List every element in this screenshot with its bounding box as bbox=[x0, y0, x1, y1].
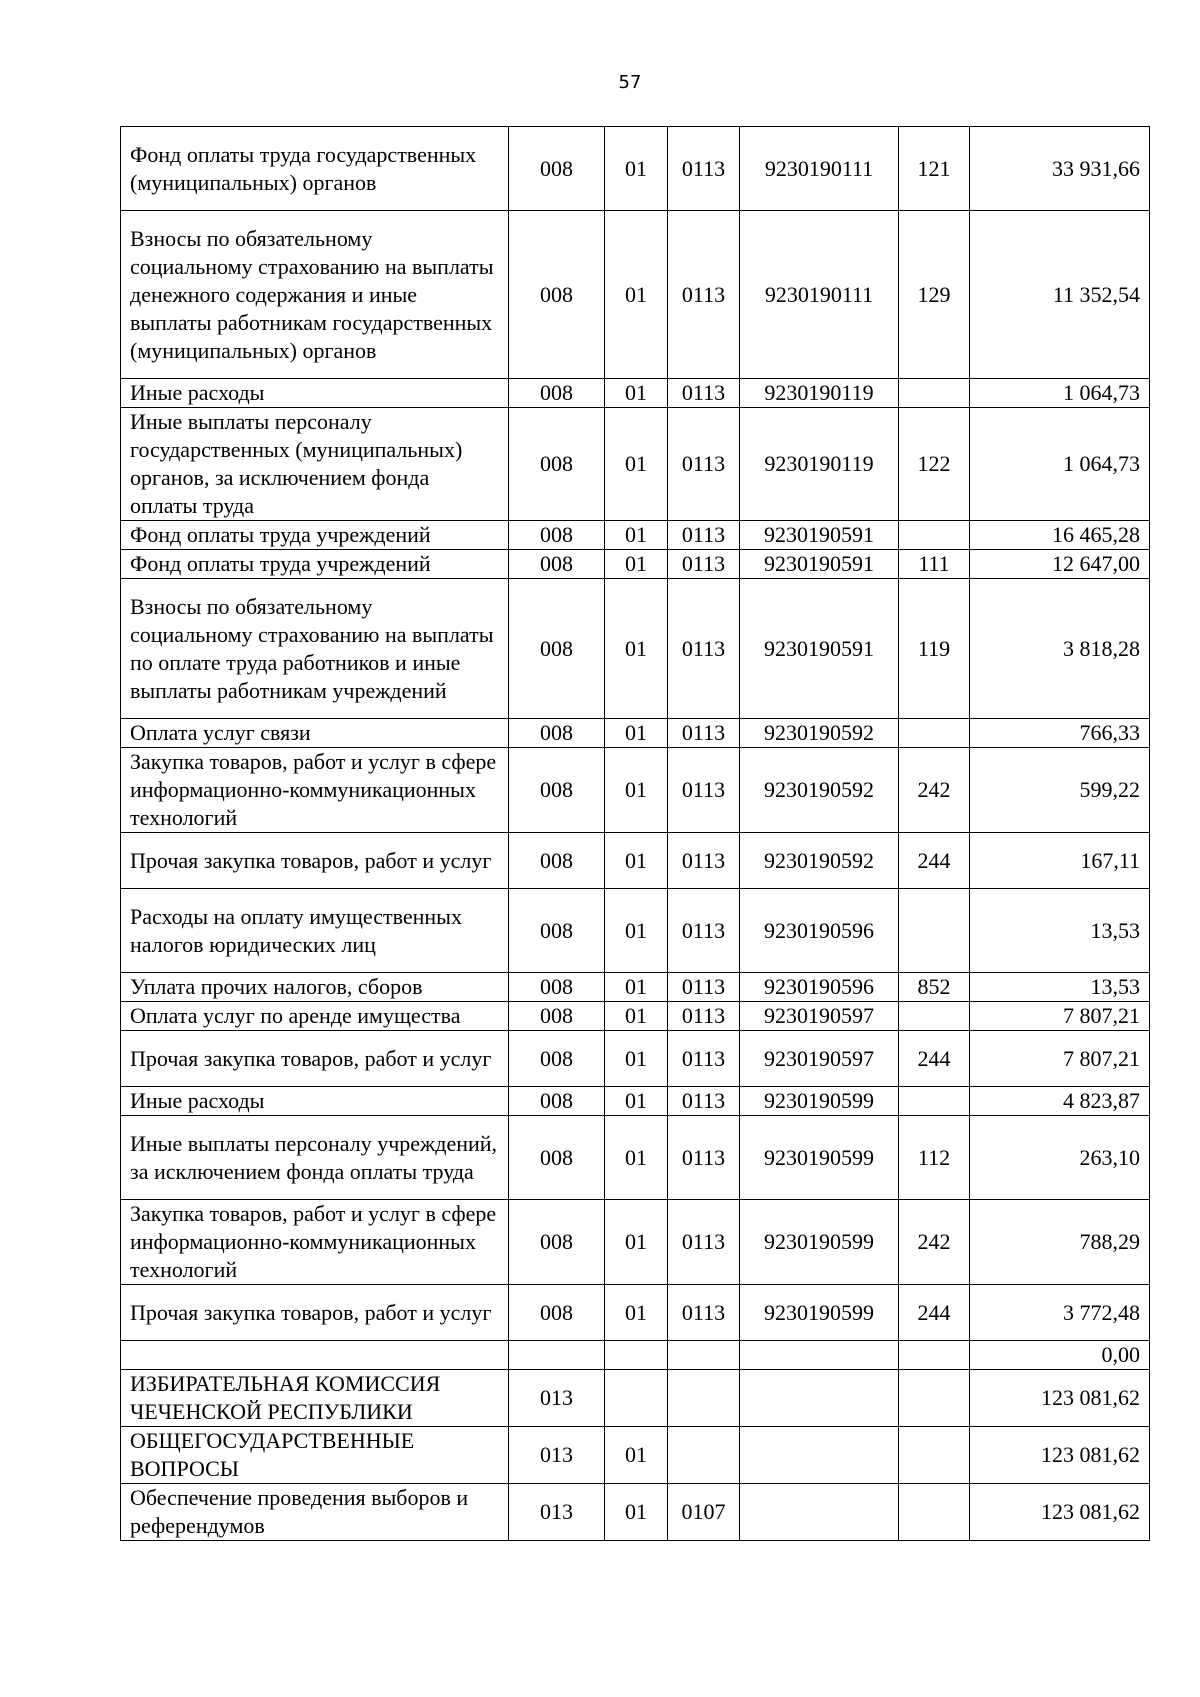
row-sum: 0,00 bbox=[970, 1341, 1150, 1370]
row-ved: 008 bbox=[509, 889, 605, 973]
row-csr: 9230190591 bbox=[740, 521, 899, 550]
row-rz bbox=[605, 1341, 668, 1370]
row-ved: 013 bbox=[509, 1427, 605, 1484]
row-pr: 0113 bbox=[668, 748, 740, 833]
row-rz: 01 bbox=[605, 1484, 668, 1541]
row-ved: 008 bbox=[509, 1116, 605, 1200]
row-ved: 008 bbox=[509, 579, 605, 719]
row-csr: 9230190599 bbox=[740, 1200, 899, 1285]
row-csr: 9230190599 bbox=[740, 1116, 899, 1200]
row-csr bbox=[740, 1484, 899, 1541]
row-ved: 008 bbox=[509, 211, 605, 379]
row-pr bbox=[668, 1370, 740, 1427]
table-row bbox=[121, 889, 1150, 973]
table-row bbox=[121, 1427, 1150, 1484]
row-pr: 0113 bbox=[668, 1285, 740, 1341]
row-name: Иные расходы bbox=[121, 1087, 509, 1116]
table-row bbox=[121, 1370, 1150, 1427]
row-sum: 4 823,87 bbox=[970, 1087, 1150, 1116]
row-sum: 7 807,21 bbox=[970, 1031, 1150, 1087]
row-name: Оплата услуг по аренде имущества bbox=[121, 1002, 509, 1031]
row-csr: 9230190596 bbox=[740, 889, 899, 973]
row-sum: 13,53 bbox=[970, 973, 1150, 1002]
row-pr: 0113 bbox=[668, 1116, 740, 1200]
row-vr: 852 bbox=[899, 973, 970, 1002]
table-row bbox=[121, 833, 1150, 889]
row-name: Фонд оплаты труда учреждений bbox=[121, 550, 509, 579]
table-row bbox=[121, 719, 1150, 748]
row-pr: 0113 bbox=[668, 379, 740, 408]
row-pr: 0113 bbox=[668, 408, 740, 521]
row-ved: 008 bbox=[509, 550, 605, 579]
row-name: Иные выплаты персоналу государственных (муниципальных) органов, за исключением фонда оплаты труда bbox=[121, 408, 509, 521]
table-row bbox=[121, 1031, 1150, 1087]
row-vr: 244 bbox=[899, 1285, 970, 1341]
table-row bbox=[121, 550, 1150, 579]
page-number: 57 bbox=[618, 72, 642, 93]
row-rz: 01 bbox=[605, 379, 668, 408]
row-rz: 01 bbox=[605, 889, 668, 973]
row-pr: 0113 bbox=[668, 973, 740, 1002]
row-csr bbox=[740, 1370, 899, 1427]
row-vr bbox=[899, 889, 970, 973]
row-vr: 112 bbox=[899, 1116, 970, 1200]
table-row bbox=[121, 748, 1150, 833]
row-csr: 9230190119 bbox=[740, 379, 899, 408]
row-pr: 0113 bbox=[668, 719, 740, 748]
row-rz: 01 bbox=[605, 521, 668, 550]
row-sum: 12 647,00 bbox=[970, 550, 1150, 579]
row-ved: 013 bbox=[509, 1484, 605, 1541]
row-pr bbox=[668, 1341, 740, 1370]
row-rz: 01 bbox=[605, 127, 668, 211]
row-name: ОБЩЕГОСУДАРСТВЕННЫЕ ВОПРОСЫ bbox=[121, 1427, 509, 1484]
row-name bbox=[121, 1341, 509, 1370]
row-csr: 9230190111 bbox=[740, 127, 899, 211]
row-ved: 008 bbox=[509, 748, 605, 833]
table-row bbox=[121, 408, 1150, 521]
row-pr: 0113 bbox=[668, 550, 740, 579]
row-vr bbox=[899, 1484, 970, 1541]
row-name: Прочая закупка товаров, работ и услуг bbox=[121, 1285, 509, 1341]
row-sum: 1 064,73 bbox=[970, 379, 1150, 408]
row-rz: 01 bbox=[605, 719, 668, 748]
row-sum: 123 081,62 bbox=[970, 1427, 1150, 1484]
row-vr: 242 bbox=[899, 748, 970, 833]
row-name: Обеспечение проведения выборов и референдумов bbox=[121, 1484, 509, 1541]
row-csr: 9230190119 bbox=[740, 408, 899, 521]
row-ved: 008 bbox=[509, 408, 605, 521]
row-sum: 3 818,28 bbox=[970, 579, 1150, 719]
table-row bbox=[121, 211, 1150, 379]
row-ved: 008 bbox=[509, 833, 605, 889]
table-row bbox=[121, 1484, 1150, 1541]
row-ved: 008 bbox=[509, 127, 605, 211]
row-csr: 9230190111 bbox=[740, 211, 899, 379]
table-row bbox=[121, 1285, 1150, 1341]
row-ved: 008 bbox=[509, 1087, 605, 1116]
row-name: Фонд оплаты труда учреждений bbox=[121, 521, 509, 550]
row-ved: 008 bbox=[509, 521, 605, 550]
row-vr bbox=[899, 1427, 970, 1484]
row-rz: 01 bbox=[605, 1002, 668, 1031]
row-sum: 16 465,28 bbox=[970, 521, 1150, 550]
row-sum: 11 352,54 bbox=[970, 211, 1150, 379]
row-ved: 008 bbox=[509, 1285, 605, 1341]
row-ved: 008 bbox=[509, 1002, 605, 1031]
row-name: Закупка товаров, работ и услуг в сфере информационно-коммуникационных технологий bbox=[121, 1200, 509, 1285]
row-vr: 244 bbox=[899, 1031, 970, 1087]
table-row bbox=[121, 1341, 1150, 1370]
row-name: Фонд оплаты труда государственных (муниципальных) органов bbox=[121, 127, 509, 211]
row-sum: 3 772,48 bbox=[970, 1285, 1150, 1341]
row-pr: 0113 bbox=[668, 211, 740, 379]
table-row bbox=[121, 379, 1150, 408]
table-row bbox=[121, 973, 1150, 1002]
row-sum: 123 081,62 bbox=[970, 1484, 1150, 1541]
row-vr: 111 bbox=[899, 550, 970, 579]
row-rz: 01 bbox=[605, 550, 668, 579]
row-csr: 9230190592 bbox=[740, 833, 899, 889]
row-pr: 0113 bbox=[668, 579, 740, 719]
row-rz: 01 bbox=[605, 1200, 668, 1285]
row-rz: 01 bbox=[605, 1087, 668, 1116]
row-rz: 01 bbox=[605, 1285, 668, 1341]
row-csr bbox=[740, 1427, 899, 1484]
row-name: Закупка товаров, работ и услуг в сфере информационно-коммуникационных технологий bbox=[121, 748, 509, 833]
row-name: Оплата услуг связи bbox=[121, 719, 509, 748]
row-pr: 0113 bbox=[668, 1002, 740, 1031]
row-rz: 01 bbox=[605, 833, 668, 889]
row-rz: 01 bbox=[605, 973, 668, 1002]
table-row bbox=[121, 1087, 1150, 1116]
row-ved bbox=[509, 1341, 605, 1370]
row-rz: 01 bbox=[605, 579, 668, 719]
row-name: Расходы на оплату имущественных налогов юридических лиц bbox=[121, 889, 509, 973]
row-csr: 9230190597 bbox=[740, 1002, 899, 1031]
row-rz: 01 bbox=[605, 1031, 668, 1087]
row-csr: 9230190592 bbox=[740, 748, 899, 833]
row-vr bbox=[899, 521, 970, 550]
row-name: Прочая закупка товаров, работ и услуг bbox=[121, 1031, 509, 1087]
row-vr bbox=[899, 1341, 970, 1370]
row-pr: 0113 bbox=[668, 1200, 740, 1285]
row-sum: 263,10 bbox=[970, 1116, 1150, 1200]
row-ved: 008 bbox=[509, 973, 605, 1002]
row-name: Уплата прочих налогов, сборов bbox=[121, 973, 509, 1002]
row-sum: 13,53 bbox=[970, 889, 1150, 973]
row-sum: 766,33 bbox=[970, 719, 1150, 748]
row-csr: 9230190599 bbox=[740, 1087, 899, 1116]
table-row bbox=[121, 1002, 1150, 1031]
table-body bbox=[121, 127, 1150, 1541]
table-row bbox=[121, 127, 1150, 211]
row-vr bbox=[899, 379, 970, 408]
row-sum: 1 064,73 bbox=[970, 408, 1150, 521]
row-pr: 0107 bbox=[668, 1484, 740, 1541]
row-csr: 9230190597 bbox=[740, 1031, 899, 1087]
row-vr: 119 bbox=[899, 579, 970, 719]
row-vr: 122 bbox=[899, 408, 970, 521]
budget-table bbox=[120, 126, 1150, 1541]
row-name: Прочая закупка товаров, работ и услуг bbox=[121, 833, 509, 889]
row-csr: 9230190592 bbox=[740, 719, 899, 748]
row-pr: 0113 bbox=[668, 127, 740, 211]
row-pr: 0113 bbox=[668, 1031, 740, 1087]
row-vr: 129 bbox=[899, 211, 970, 379]
row-pr: 0113 bbox=[668, 833, 740, 889]
table-row bbox=[121, 1116, 1150, 1200]
row-sum: 788,29 bbox=[970, 1200, 1150, 1285]
row-ved: 013 bbox=[509, 1370, 605, 1427]
row-sum: 7 807,21 bbox=[970, 1002, 1150, 1031]
row-vr bbox=[899, 719, 970, 748]
row-csr: 9230190599 bbox=[740, 1285, 899, 1341]
row-sum: 167,11 bbox=[970, 833, 1150, 889]
row-pr: 0113 bbox=[668, 1087, 740, 1116]
row-pr: 0113 bbox=[668, 521, 740, 550]
row-sum: 33 931,66 bbox=[970, 127, 1150, 211]
row-vr: 242 bbox=[899, 1200, 970, 1285]
row-vr: 121 bbox=[899, 127, 970, 211]
row-vr: 244 bbox=[899, 833, 970, 889]
row-pr bbox=[668, 1427, 740, 1484]
row-sum: 599,22 bbox=[970, 748, 1150, 833]
row-name: Иные выплаты персоналу учреждений, за исключением фонда оплаты труда bbox=[121, 1116, 509, 1200]
row-ved: 008 bbox=[509, 1031, 605, 1087]
row-name: Иные расходы bbox=[121, 379, 509, 408]
row-name: Взносы по обязательному социальному страхованию на выплаты по оплате труда работников и иные выплаты работникам учреждений bbox=[121, 579, 509, 719]
row-pr: 0113 bbox=[668, 889, 740, 973]
row-ved: 008 bbox=[509, 719, 605, 748]
row-rz: 01 bbox=[605, 211, 668, 379]
row-rz bbox=[605, 1370, 668, 1427]
row-rz: 01 bbox=[605, 408, 668, 521]
row-vr bbox=[899, 1087, 970, 1116]
row-rz: 01 bbox=[605, 1427, 668, 1484]
row-vr bbox=[899, 1370, 970, 1427]
row-csr: 9230190591 bbox=[740, 550, 899, 579]
row-ved: 008 bbox=[509, 1200, 605, 1285]
row-vr bbox=[899, 1002, 970, 1031]
row-name: Взносы по обязательному социальному страхованию на выплаты денежного содержания и иные выплаты работникам государственных (муниципальных) органов bbox=[121, 211, 509, 379]
row-name: ИЗБИРАТЕЛЬНАЯ КОМИССИЯ ЧЕЧЕНСКОЙ РЕСПУБЛИКИ bbox=[121, 1370, 509, 1427]
table-row bbox=[121, 1200, 1150, 1285]
row-rz: 01 bbox=[605, 1116, 668, 1200]
table-row bbox=[121, 579, 1150, 719]
row-sum: 123 081,62 bbox=[970, 1370, 1150, 1427]
table-row bbox=[121, 521, 1150, 550]
row-rz: 01 bbox=[605, 748, 668, 833]
row-ved: 008 bbox=[509, 379, 605, 408]
row-csr: 9230190596 bbox=[740, 973, 899, 1002]
row-csr: 9230190591 bbox=[740, 579, 899, 719]
row-csr bbox=[740, 1341, 899, 1370]
